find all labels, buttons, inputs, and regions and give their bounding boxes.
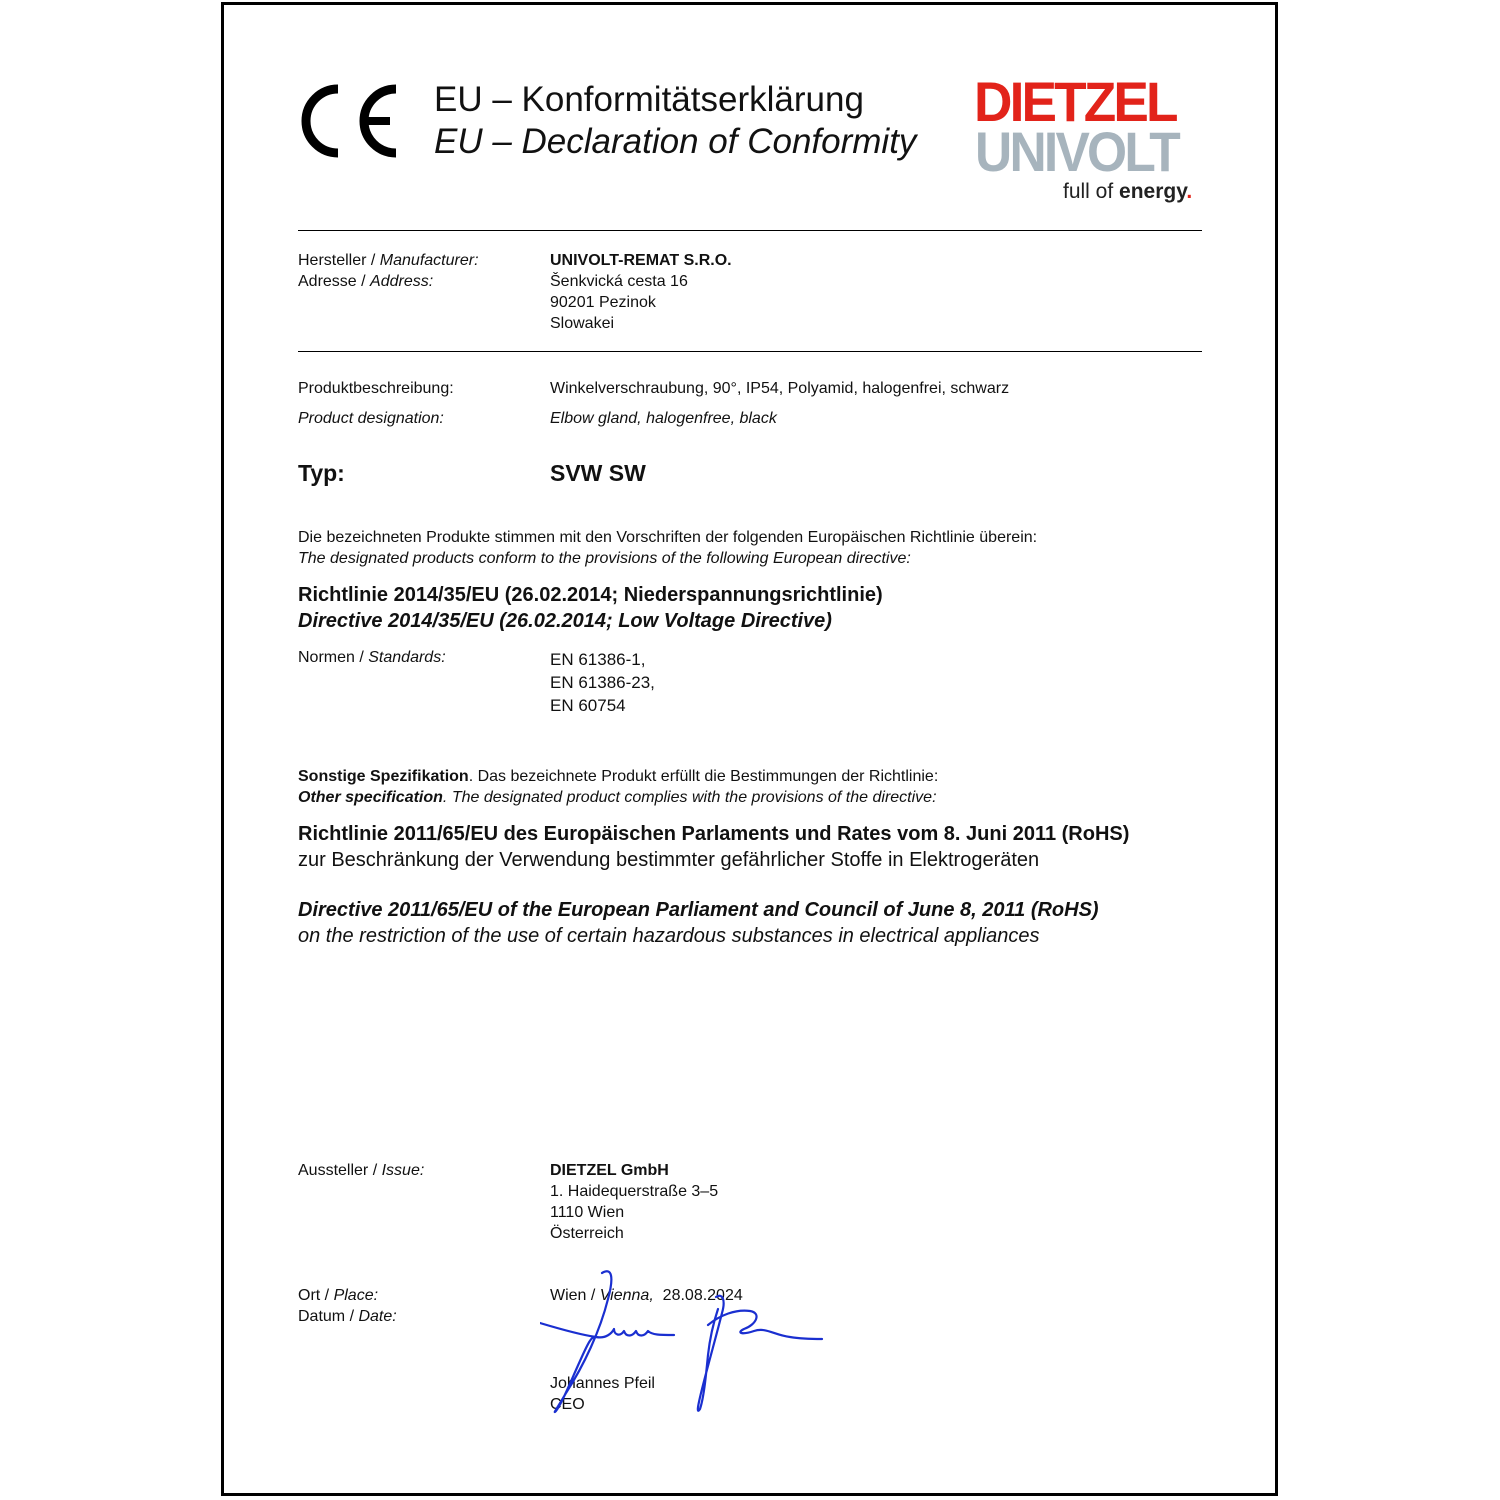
standard-item: EN 61386-1, [550, 650, 646, 669]
address-line: 1. Haidequerstraße 3–5 [550, 1183, 719, 1200]
conformity-intro-en: The designated products conform to the provisions of the following European directive: [298, 550, 911, 567]
directive-de: Richtlinie 2014/35/EU (26.02.2014; Niederspannungsrichtlinie) [298, 584, 883, 606]
standard-item: EN 60754 [550, 696, 626, 715]
type-value: SVW SW [550, 460, 646, 486]
signer-name: Johannes Pfeil [550, 1375, 655, 1392]
divider-top [298, 230, 1202, 231]
logo-tagline [1063, 180, 1192, 204]
rohs-title-en: Directive 2011/65/EU of the European Parliament and Council of June 8, 2011 (RoHS) [298, 899, 1099, 921]
issuer-name: DIETZEL GmbH [550, 1162, 669, 1179]
title-de: EU – Konformitätserklärung [434, 80, 864, 119]
address-label: Adresse / Address: [298, 273, 434, 290]
product-desc-label-en: Product designation: [298, 410, 444, 427]
conformity-intro-de: Die bezeichneten Produkte stimmen mit den Vorschriften der folgenden Europäischen Richtlinie überein: [298, 529, 1038, 546]
manufacturer-label: Hersteller / Manufacturer: [298, 252, 479, 269]
issuer-address [550, 1181, 718, 1244]
date-value: 28.08.2024 [662, 1287, 743, 1304]
ce-mark-icon [296, 84, 402, 158]
rohs-sub-en: on the restriction of the use of certain hazardous substances in electrical appliances [298, 925, 1040, 947]
tagline-prefix: full of [1063, 180, 1120, 203]
tagline-dot: . [1186, 180, 1193, 203]
address-line: 90201 Pezinok [550, 294, 656, 311]
rohs-title-de: Richtlinie 2011/65/EU des Europäischen Parlaments und Rates vom 8. Juni 2011 (RoHS) [298, 823, 1130, 845]
type-label: Typ: [298, 460, 345, 486]
address-line: Österreich [550, 1225, 624, 1242]
place-label: Ort / Place: [298, 1287, 379, 1304]
standards-label: Normen / Standards: [298, 649, 446, 666]
address-line: Slowakei [550, 315, 615, 332]
tagline-bold: energy [1119, 180, 1187, 203]
manufacturer-address [550, 271, 688, 334]
other-spec-de: Sonstige Spezifikation. Das bezeichnete Produkt erfüllt die Bestimmungen der Richtlinie: [298, 768, 939, 785]
product-desc-label-de: Produktbeschreibung: [298, 380, 454, 397]
product-desc-value-en: Elbow gland, halogenfree, black [550, 410, 777, 427]
divider-middle [298, 351, 1202, 352]
manufacturer-name: UNIVOLT-REMAT S.R.O. [550, 252, 732, 269]
standard-item: EN 61386-23, [550, 673, 655, 692]
company-logo [974, 70, 1206, 209]
title-en: EU – Declaration of Conformity [434, 122, 917, 161]
handwritten-signature [540, 1265, 830, 1425]
place-date-value: Wien / Vienna, 28.08.2024 [550, 1287, 743, 1304]
standards-list [550, 648, 655, 717]
logo-dietzel: DIETZEL [974, 70, 1176, 133]
address-line: Šenkvická cesta 16 [550, 273, 688, 290]
other-spec-en: Other specification. The designated product complies with the provisions of the directive: [298, 789, 937, 806]
directive-en: Directive 2014/35/EU (26.02.2014; Low Voltage Directive) [298, 610, 832, 632]
address-line: 1110 Wien [550, 1204, 625, 1221]
date-label: Datum / Date: [298, 1308, 397, 1325]
issuer-label: Aussteller / Issue: [298, 1162, 425, 1179]
signer-title: CEO [550, 1396, 585, 1413]
product-desc-value-de: Winkelverschraubung, 90°, IP54, Polyamid, halogenfrei, schwarz [550, 380, 1010, 397]
logo-univolt: UNIVOLT [975, 120, 1178, 183]
rohs-sub-de: zur Beschränkung der Verwendung bestimmter gefährlicher Stoffe in Elektrogeräten [298, 849, 1040, 871]
